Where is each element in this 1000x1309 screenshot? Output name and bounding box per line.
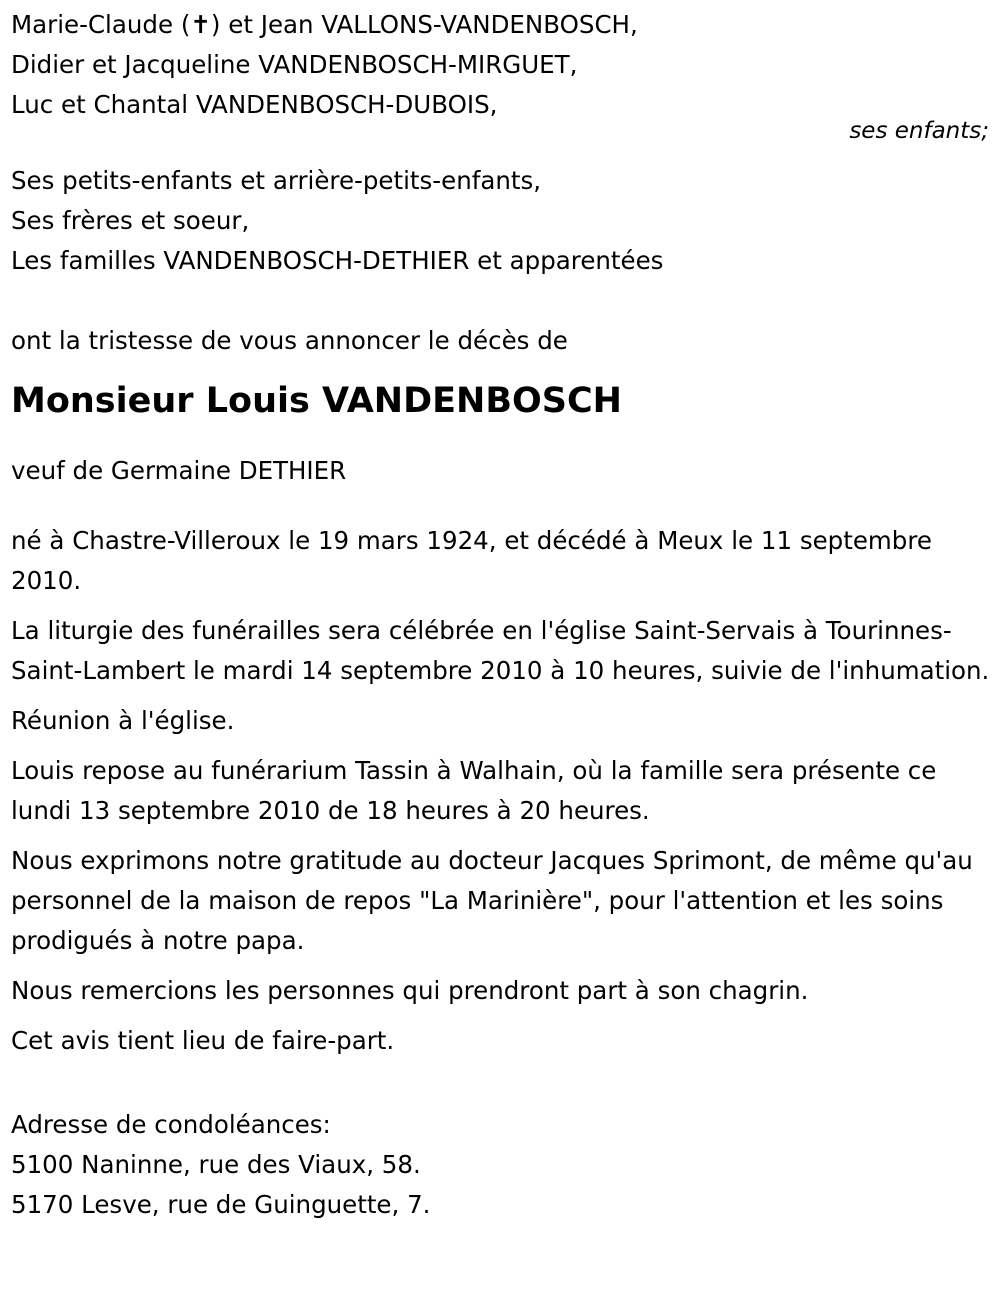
notice-paragraph: Cet avis tient lieu de faire-part. (11, 1026, 395, 1055)
deceased-name: Monsieur Louis VANDENBOSCH (11, 381, 622, 421)
announcement-text: ont la tristesse de vous annoncer le décès de (11, 326, 568, 355)
children-label: ses enfants; (849, 118, 989, 144)
relatives-line: Les familles VANDENBOSCH-DETHIER et apparentées (11, 246, 664, 275)
relatives-line: Ses frères et soeur, (11, 206, 250, 235)
condolences-address: 5100 Naninne, rue des Viaux, 58. (11, 1150, 421, 1179)
children-list (11, 5, 991, 125)
meeting-paragraph: Réunion à l'église. (11, 706, 235, 735)
gratitude-paragraph: Nous exprimons notre gratitude au docteur Jacques Sprimont, de même qu'au personnel de la maison de repos "La Marinière", pour l'attention et les soins prodigués à notre papa. (11, 846, 973, 955)
funeral-paragraph: La liturgie des funérailles sera célébrée en l'église Saint-Servais à Tourinnes-Saint-Lambert le mardi 14 septembre 2010 à 10 heures, suivie de l'inhumation. (11, 616, 990, 685)
child-line: Didier et Jacqueline VANDENBOSCH-MIRGUET, (11, 50, 578, 79)
thanks-paragraph: Nous remercions les personnes qui prendront part à son chagrin. (11, 976, 809, 1005)
visitation-paragraph: Louis repose au funérarium Tassin à Walhain, où la famille sera présente ce lundi 13 septembre 2010 de 18 heures à 20 heures. (11, 756, 937, 825)
relatives-list (11, 161, 991, 281)
widower-of-text: veuf de Germaine DETHIER (11, 456, 347, 485)
condolences-heading: Adresse de condoléances: (11, 1110, 331, 1139)
notice-paragraphs (11, 521, 991, 1061)
condolences-address: 5170 Lesve, rue de Guinguette, 7. (11, 1190, 431, 1219)
relatives-line: Ses petits-enfants et arrière-petits-enfants, (11, 166, 542, 195)
child-line: Marie-Claude (✝) et Jean VALLONS-VANDENBOSCH, (11, 10, 638, 39)
obituary-notice (11, 5, 991, 1225)
condolences-block (11, 1105, 991, 1225)
birth-death-paragraph: né à Chastre-Villeroux le 19 mars 1924, et décédé à Meux le 11 septembre 2010. (11, 526, 932, 595)
child-line: Luc et Chantal VANDENBOSCH-DUBOIS, (11, 90, 498, 119)
